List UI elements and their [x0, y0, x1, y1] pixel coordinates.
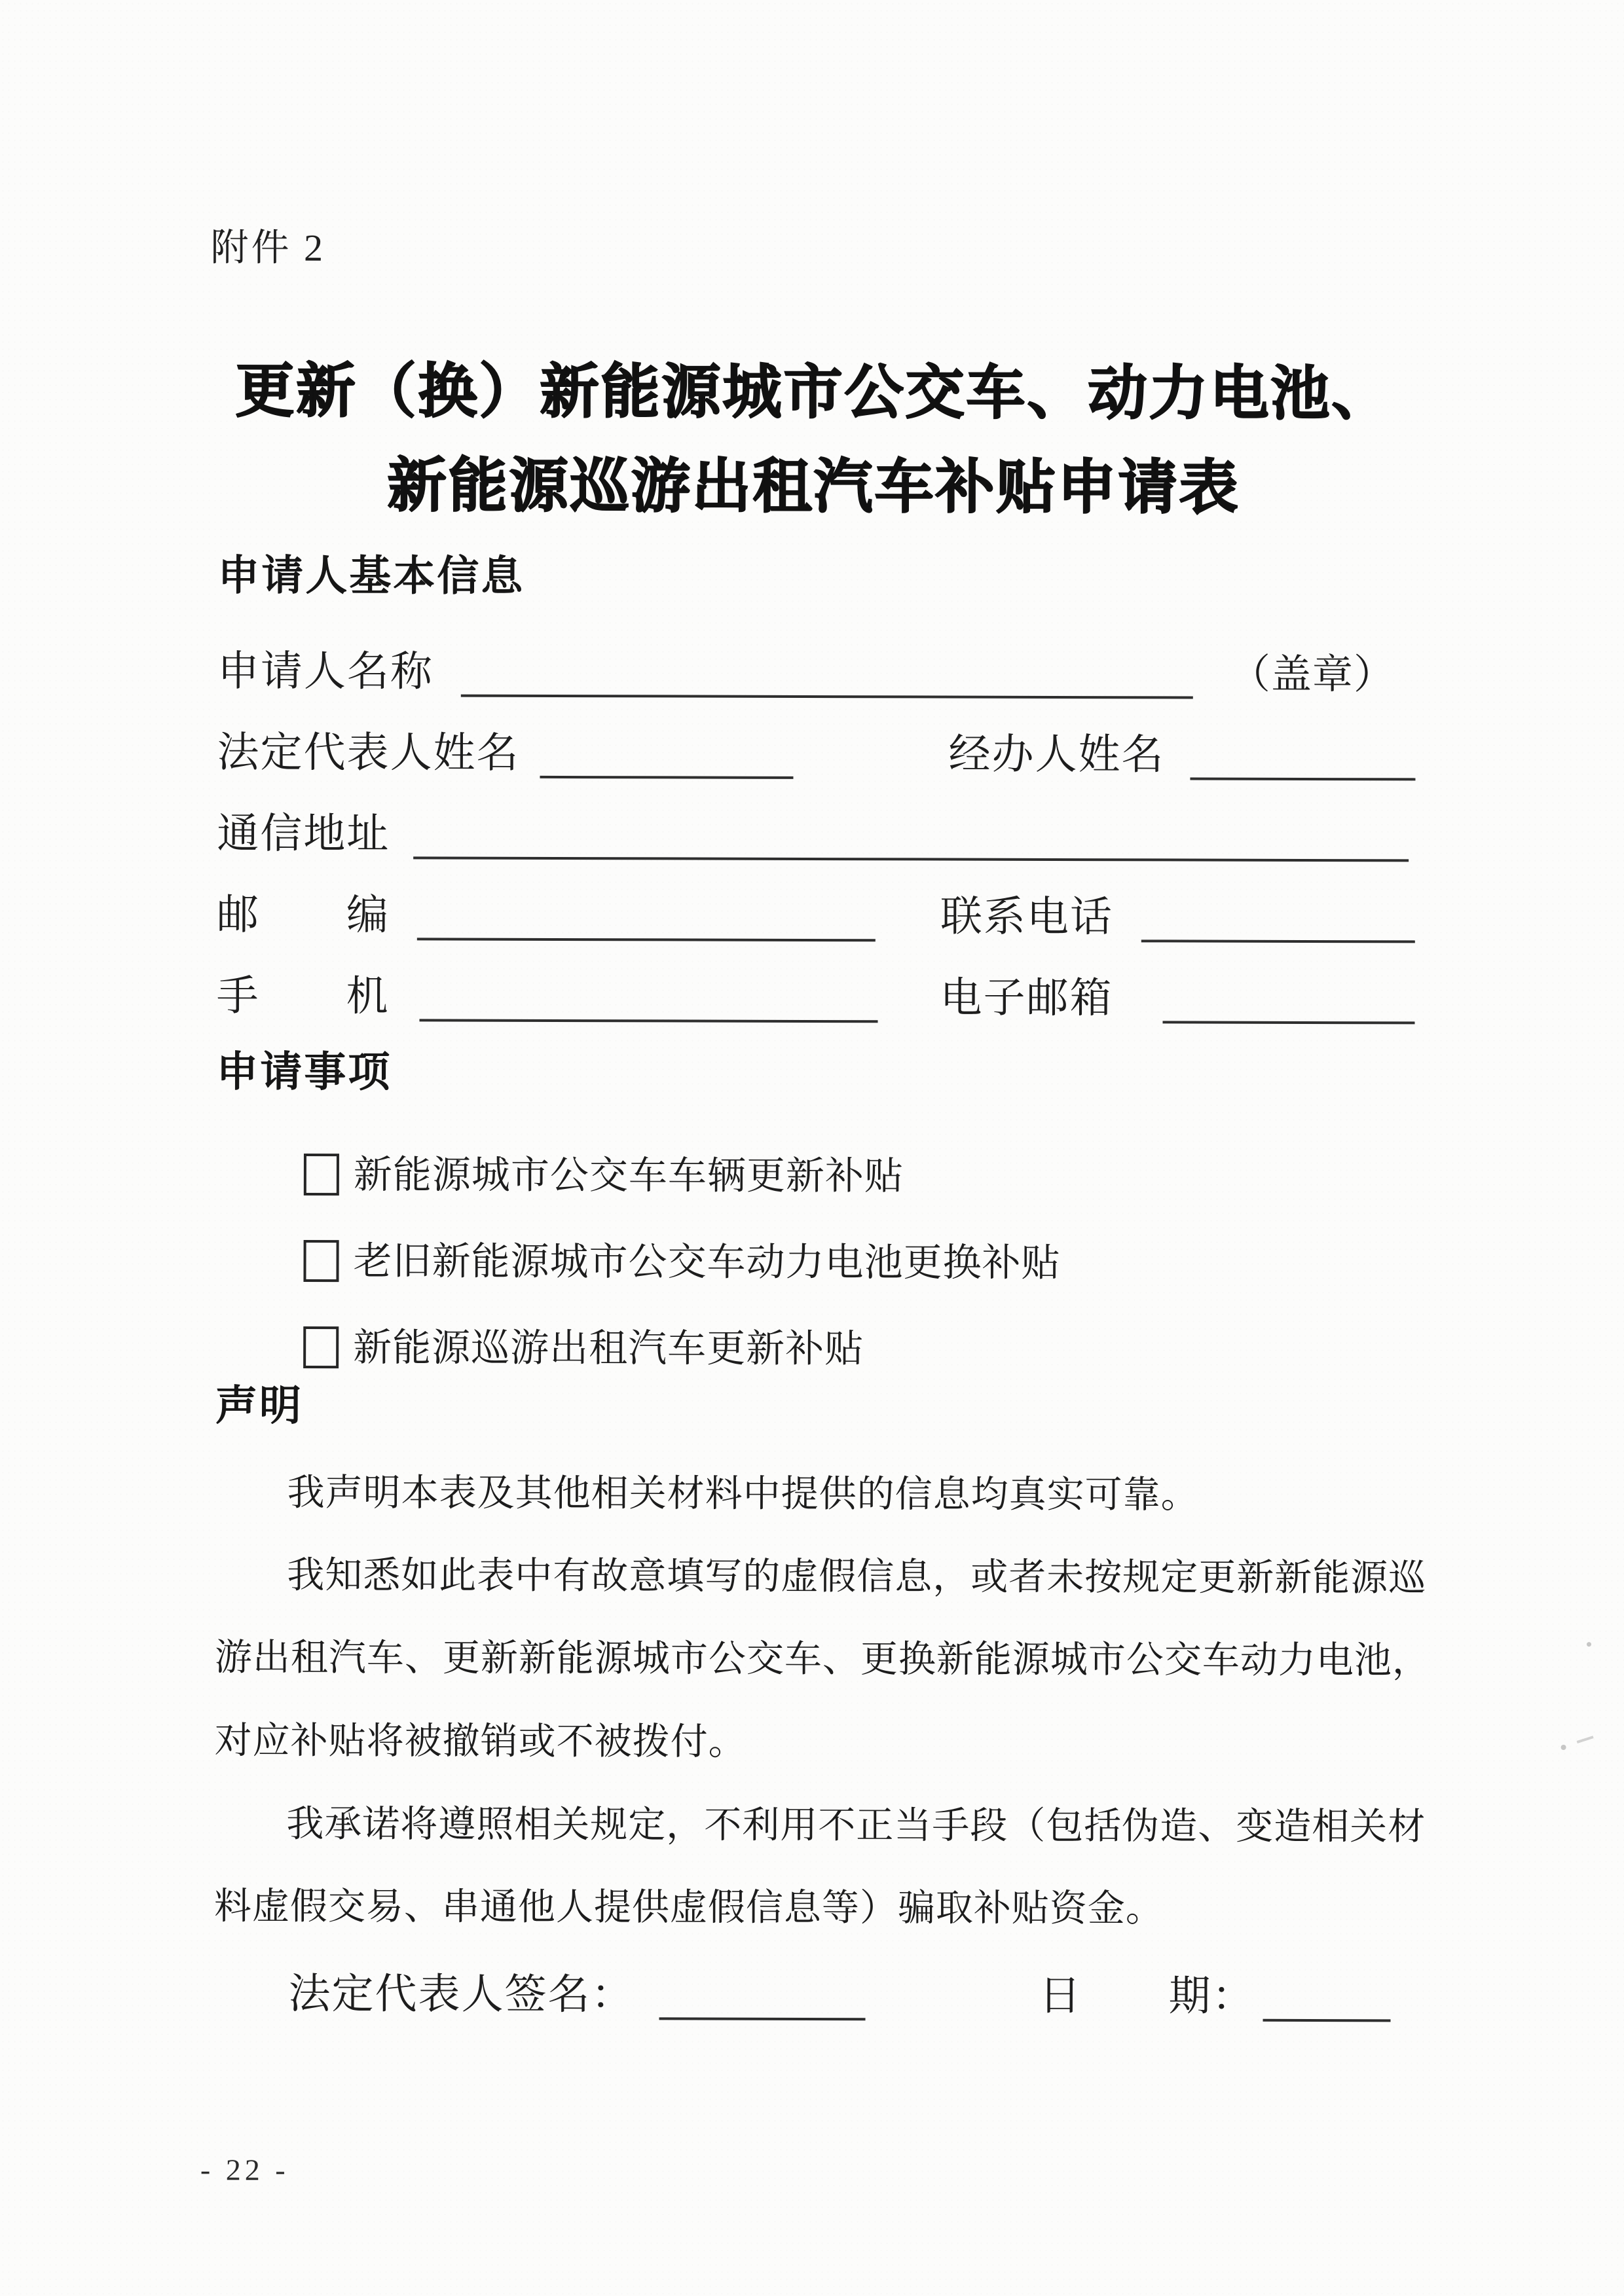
signature-input-line[interactable]: [659, 2013, 866, 2020]
postal-code-input-line[interactable]: [417, 934, 876, 941]
page-number: - 22 -: [200, 2153, 289, 2187]
date-label: 日 期：: [1039, 1972, 1255, 2020]
contact-phone-input-line[interactable]: [1141, 936, 1415, 943]
statement-paragraph2-line1: 我知悉如此表中有故意填写的虚假信息，或者未按规定更新新能源巡: [287, 1554, 1427, 1599]
legal-rep-name-input-line[interactable]: [540, 772, 793, 779]
legal-rep-signature-label: 法定代表人签名：: [288, 1970, 635, 2018]
section-application-items-heading: 申请事项: [216, 1048, 392, 1096]
attachment-label: 附件 2: [210, 226, 326, 270]
postal-code-label: 邮 编: [216, 891, 390, 939]
seal-note: （盖章）: [1229, 652, 1395, 698]
form-title-line2: 新能源巡游出租汽车补贴申请表: [387, 454, 1240, 521]
date-input-line[interactable]: [1263, 2015, 1391, 2022]
applicant-name-input-line[interactable]: [461, 691, 1193, 699]
battery-replacement-checkbox[interactable]: [303, 1240, 339, 1282]
contact-phone-label: 联系电话: [940, 893, 1114, 941]
form-title-line1: 更新（换）新能源城市公交车、动力电池、: [235, 359, 1393, 428]
mailing-address-label: 通信地址: [217, 810, 390, 858]
bus-renewal-checkbox[interactable]: [304, 1154, 339, 1195]
signature-date-row: [289, 1967, 1391, 2018]
mailing-address-row: [217, 807, 1409, 858]
handler-name-input-line[interactable]: [1190, 774, 1415, 781]
battery-replacement-checkbox-label: 老旧新能源城市公交车动力电池更换补贴: [353, 1239, 1061, 1285]
bus-renewal-checkbox-label: 新能源城市公交车车辆更新补贴: [353, 1152, 904, 1197]
section-basic-info-heading: 申请人基本信息: [217, 552, 525, 600]
statement-paragraph2-line3: 对应补贴将被撤销或不被拨付。: [214, 1720, 747, 1763]
taxi-renewal-checkbox[interactable]: [303, 1326, 339, 1368]
statement-paragraph3-line1: 我承诺将遵照相关规定，不利用不正当手段（包括伪造、变造相关材: [286, 1803, 1426, 1848]
postcode-phone-row: [217, 888, 1415, 939]
mobile-phone-input-line[interactable]: [420, 1015, 878, 1023]
applicant-name-label: 申请人名称: [217, 647, 434, 695]
statement-paragraph2-line2: 游出租汽车、更新新能源城市公交车、更换新能源城市公交车动力电池，: [214, 1637, 1431, 1682]
checkbox-row-battery-replacement: [303, 1240, 1060, 1284]
mailing-address-input-line[interactable]: [413, 852, 1409, 862]
mobile-email-row: [217, 969, 1415, 1021]
legal-rep-handler-row: [217, 725, 1415, 777]
handler-name-label: 经办人姓名: [948, 731, 1165, 778]
email-input-line[interactable]: [1162, 1017, 1414, 1024]
scan-speck: [1561, 1745, 1566, 1750]
statement-paragraph1-line1: 我声明本表及其他相关材料中提供的信息均真实可靠。: [287, 1472, 1199, 1516]
applicant-name-row: [217, 644, 1395, 696]
section-statement-heading: 声明: [215, 1382, 304, 1429]
statement-paragraph3-line2: 料虚假交易、串通他人提供虚假信息等）骗取补贴资金。: [213, 1886, 1164, 1930]
legal-rep-name-label: 法定代表人姓名: [217, 729, 520, 776]
mobile-phone-label: 手 机: [216, 972, 390, 1020]
taxi-renewal-checkbox-label: 新能源巡游出租汽车更新补贴: [353, 1325, 864, 1370]
checkbox-row-bus-renewal: [304, 1154, 904, 1197]
scan-speck: [1587, 1642, 1591, 1647]
checkbox-row-taxi-renewal: [303, 1326, 864, 1370]
scan-speck-dash: [1577, 1736, 1594, 1743]
email-label: 电子邮箱: [940, 974, 1113, 1022]
